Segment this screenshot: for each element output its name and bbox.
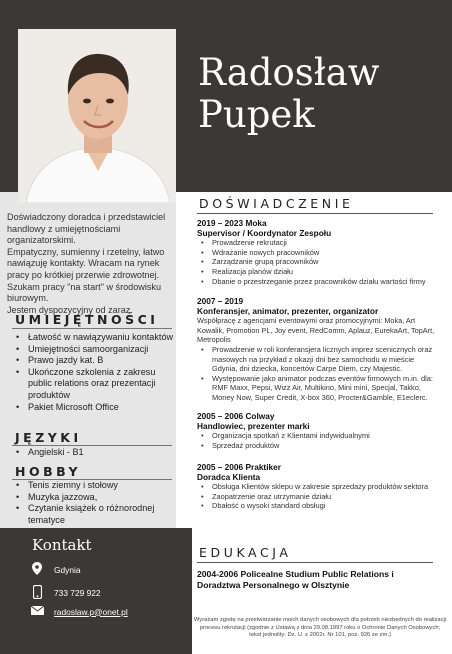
job-duties xyxy=(197,482,437,511)
skills-divider xyxy=(12,328,172,329)
summary-line: Doświadczony doradca i przedstawiciel handlowy z umiejętnościami organizatorskimi. xyxy=(7,212,166,246)
job-role: Doradca Klienta xyxy=(197,471,261,482)
phone-icon xyxy=(30,585,44,601)
job-period: 2005 – 2006 Colway xyxy=(197,411,275,421)
last-name: Pupek xyxy=(198,93,315,136)
job-duty: • Prowadzenie rekrutacji xyxy=(201,238,437,248)
profile-summary xyxy=(7,212,173,316)
profile-photo xyxy=(18,29,176,203)
job-role: Handlowiec, prezenter marki xyxy=(197,420,310,431)
job-duty: • Występowanie jako animator podczas eventów firmowych m.in. dla: RMF Maxx, Pepsi, Wizz Air, Multikino, Mini mini, Specjal, Takko, Money Now, Super Credit, X-box 360, Procter&Gamble, E1eclerc. xyxy=(201,374,437,403)
job-duty: • Organizacja spotkań z Klientami indywidualnymi xyxy=(201,431,437,441)
hobby-list xyxy=(14,480,174,526)
contact-phone xyxy=(30,585,101,601)
education-divider xyxy=(197,562,433,563)
education-heading: EDUKACJA xyxy=(199,545,292,560)
job-duty: • Zarządzanie grupą pracowników xyxy=(201,257,437,267)
portrait-illustration xyxy=(18,29,176,203)
skill-item: • Pakiet Microsoft Office xyxy=(14,402,174,414)
job-role: Konferansjer, animator, prezenter, organizator xyxy=(197,305,379,316)
contact-email xyxy=(30,606,128,617)
job-period: 2005 – 2006 Praktiker xyxy=(197,462,281,472)
job-entry xyxy=(197,219,437,286)
job-duty: • Obsługa Klientów sklepu w zakresie sprzedaży produktów sektora xyxy=(201,482,437,492)
summary-line: Empatyczny, sumienny i rzetelny, łatwo nawiązuję kontakty. Wracam na rynek pracy po krótkiej przerwie zdrowotnej. Szukam pracy "na start" w środowisku biurowym. xyxy=(7,246,165,304)
skills-list xyxy=(14,332,174,413)
experience-divider xyxy=(197,213,433,214)
languages-list xyxy=(14,447,174,459)
job-duties xyxy=(197,345,437,403)
job-duties xyxy=(197,431,437,450)
job-period: 2007 – 2019 xyxy=(197,296,244,306)
phone-text: 733 729 922 xyxy=(54,588,101,598)
job-entry xyxy=(197,412,437,450)
skill-item: • Ukończone szkolenia z zakresu public relations oraz prezentacji produktów xyxy=(14,367,174,402)
email-link[interactable]: radoslaw.p@onet.pl xyxy=(54,606,128,617)
skill-item: • Umiejętności samoorganizacji xyxy=(14,344,174,356)
skill-item: • Prawo jazdy kat. B xyxy=(14,355,174,367)
job-description: Współpracę z agencjami eventowymi oraz promocyjnymi: Moka, Art Kowalik, Promotion PL, Joy event, RedComm, Aplauz, EurekaArt, TopArt, Metropolis xyxy=(197,316,435,345)
job-role: Supervisor / Koordynator Zespołu xyxy=(197,227,332,238)
location-pin-icon xyxy=(30,562,44,577)
hobby-item: • Tenis ziemny i stołowy xyxy=(14,480,174,492)
languages-heading: JĘZYKI xyxy=(15,430,82,445)
contact-heading: Kontakt xyxy=(32,536,92,554)
gdpr-consent: Wyrażam zgodę na przetwarzanie moich danych osobowych dla potrzeb niezbędnych do realizacji procesu rekrutacji (zgodnie z Ustawą z dnia 29.08.1997 roku o Ochronie Danych Osobowych; tekst jednolity: Dz. U. z 2002r. Nr 101, poz. 926 ze zm.) xyxy=(193,617,447,639)
first-name: Radosław xyxy=(198,51,380,94)
hobby-item: • Muzyka jazzowa, xyxy=(14,492,174,504)
job-duty: • Prowadzenie w roli konferansjera licznych imprez scenicznych oraz masowych na przykład z okazji dni bez samochodu w mieście Gdynia, dni dziecka, koncertów Carpe Diem, czy Majestic. xyxy=(201,345,437,374)
education-entry: 2004-2006 Policealne Studium Public Relations i Doradztwa Personalnego w Olsztynie xyxy=(197,569,394,590)
summary-line: Jestem dyspozycyjny od zaraz. xyxy=(7,304,133,315)
job-entry xyxy=(197,297,437,403)
job-period: 2019 – 2023 Moka xyxy=(197,218,267,228)
candidate-name xyxy=(198,52,379,136)
language-item: • Angielski - B1 xyxy=(14,447,174,459)
job-duty: • Wdrażanie nowych pracowników xyxy=(201,248,437,258)
job-duty: • Dbanie o przestrzeganie przez pracowników działu wartości firmy xyxy=(201,277,437,287)
job-duties xyxy=(197,238,437,286)
experience-heading: DOŚWIADCZENIE xyxy=(199,196,354,211)
job-duty: • Dbałość o wysoki standard obsługi xyxy=(201,501,437,511)
contact-city xyxy=(30,562,81,577)
envelope-icon xyxy=(30,606,44,617)
job-duty: • Sprzedaż produktów xyxy=(201,441,437,451)
job-duty: • Realizacja planów działu xyxy=(201,267,437,277)
languages-divider xyxy=(12,445,172,446)
hobby-item: • Czytanie książek o różnorodnej tematyce xyxy=(14,503,174,526)
skills-heading: UMIEJĘTNOŚCI xyxy=(15,312,159,327)
job-entry xyxy=(197,463,437,511)
job-duty: • Zaopatrzenie oraz utrzymanie działu xyxy=(201,492,437,502)
hobby-heading: HOBBY xyxy=(15,464,82,479)
skill-item: • Łatwość w nawiązywaniu kontaktów xyxy=(14,332,174,344)
city-text: Gdynia xyxy=(54,564,81,575)
